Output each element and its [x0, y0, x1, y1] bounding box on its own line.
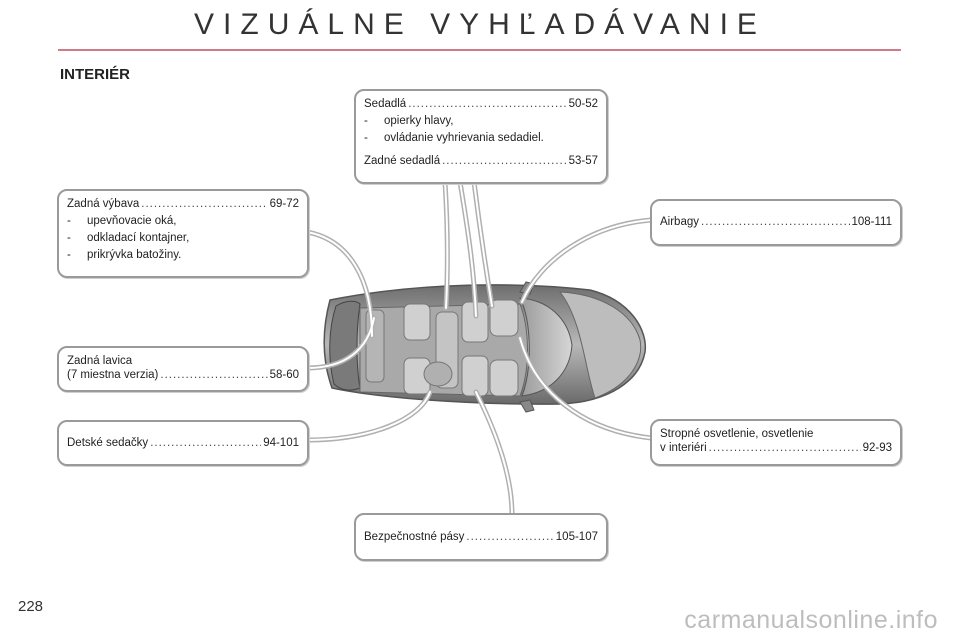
child-seats-page-ref: 94-101: [263, 437, 299, 449]
leader-dots: [160, 368, 267, 382]
rear-bench-label: (7 miestna verzia): [67, 369, 159, 381]
seats-page-ref: 50-52: [568, 98, 598, 110]
ceiling-lights-page-ref: 92-93: [862, 442, 892, 454]
rear-equipment-label: Zadná výbava: [67, 198, 140, 210]
leader-dots: [466, 530, 553, 544]
airbags-page-ref: 108-111: [851, 216, 892, 228]
rear-seats-row: [364, 154, 598, 168]
leader-dots: [150, 436, 261, 450]
rear-bench-line1: Zadná lavica: [67, 355, 133, 367]
rear-equipment-page-ref: 69-72: [269, 198, 299, 210]
callout-seat-belts: [354, 513, 608, 561]
page-number: 228: [18, 598, 44, 615]
leader-dots: [701, 215, 850, 229]
seats-label: Sedadlá: [364, 98, 407, 110]
seat-belts-page-ref: 105-107: [555, 531, 598, 543]
callout-seats: [354, 89, 608, 184]
list-item: - ovládanie vyhrievania sedadiel.: [364, 132, 544, 144]
leader-dots: [141, 197, 267, 211]
child-seats-label: Detské sedačky: [67, 437, 149, 449]
leader-dots: [442, 154, 566, 168]
seat-belts-label: Bezpečnostné pásy: [364, 531, 465, 543]
rear-seats-label: Zadné sedadlá: [364, 155, 441, 167]
rear-seats-page-ref: 53-57: [568, 155, 598, 167]
seats-row: [364, 97, 598, 111]
airbags-label: Airbagy: [660, 216, 699, 228]
ceiling-lights-label: v interiéri: [660, 442, 707, 454]
callout-child-seats: [57, 420, 309, 466]
section-title: INTERIÉR: [60, 66, 131, 83]
ceiling-lights-line1: Stropné osvetlenie, osvetlenie: [660, 428, 814, 440]
list-item: - upevňovacie oká,: [67, 215, 177, 227]
callout-rear-equipment: [57, 189, 309, 278]
leader-dots: [709, 441, 861, 455]
callout-rear-bench: [57, 346, 309, 392]
rear-bench-page-ref: 58-60: [269, 369, 299, 381]
callout-airbags: [650, 199, 902, 246]
leader-dots: [408, 97, 566, 111]
list-item: - odkladací kontajner,: [67, 232, 190, 244]
list-item: - opierky hlavy,: [364, 115, 454, 127]
callout-ceiling-lights: [650, 419, 902, 466]
list-item: - prikrývka batožiny.: [67, 249, 182, 261]
page-title: VIZUÁLNE VYHĽADÁVANIE: [194, 8, 766, 41]
watermark: carmanualsonline.info: [684, 606, 938, 634]
